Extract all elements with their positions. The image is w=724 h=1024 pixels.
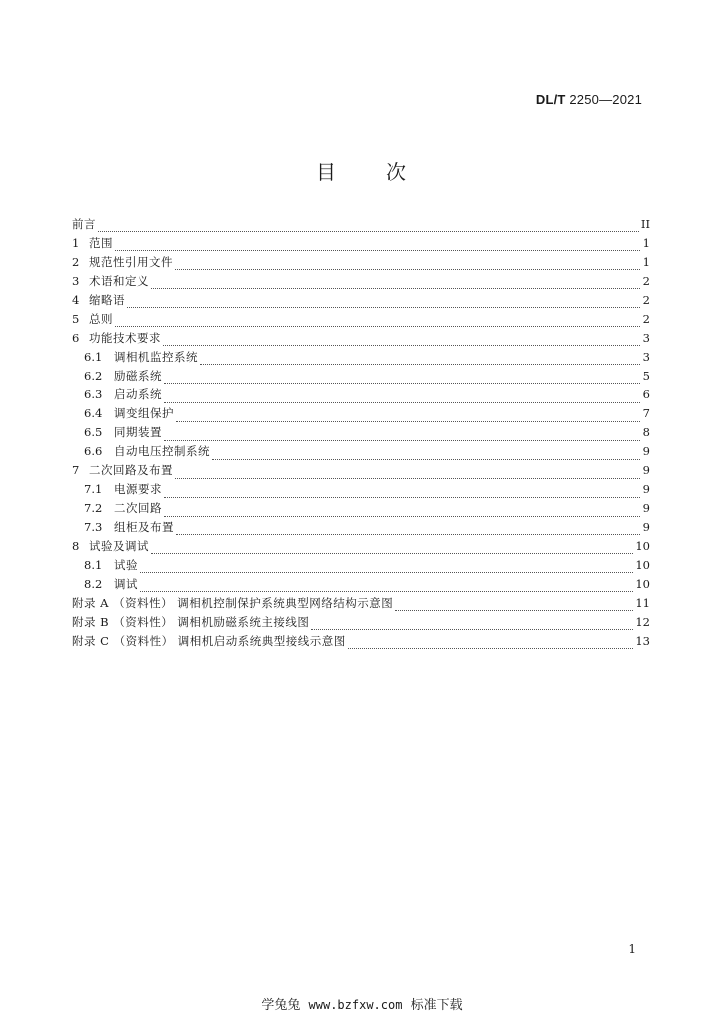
toc-leader-dots	[164, 507, 640, 517]
toc-entry-number: 7.2	[84, 501, 103, 516]
toc-leader-dots	[98, 222, 639, 232]
toc-entry[interactable]	[72, 519, 650, 538]
toc-entry-number: 6	[72, 330, 80, 345]
footer-url[interactable]: www.bzfxw.com	[308, 998, 403, 1012]
toc-leader-dots	[151, 279, 640, 289]
toc-entry-number: 8.1	[84, 557, 103, 572]
toc-leader-dots	[212, 450, 640, 460]
toc-leader-dots	[176, 525, 640, 535]
toc-entry-label: 二次回路及布置	[89, 463, 173, 478]
toc-entry-page: 6	[642, 387, 650, 402]
toc-entry-number: 6.3	[84, 387, 103, 402]
toc-entry[interactable]	[72, 216, 650, 235]
toc-entry[interactable]	[72, 614, 650, 633]
toc-entry[interactable]	[72, 254, 650, 273]
toc-entry[interactable]	[72, 349, 650, 368]
toc-leader-dots	[115, 241, 640, 251]
footer-watermark	[0, 994, 724, 1013]
toc-leader-dots	[127, 298, 640, 308]
toc-entry[interactable]	[72, 273, 650, 292]
toc-leader-dots	[115, 317, 640, 327]
toc-entry-page: 12	[635, 614, 650, 629]
toc-entry-page: 1	[642, 235, 650, 250]
toc-entry[interactable]	[72, 292, 650, 311]
toc-entry-page: 10	[635, 538, 650, 553]
toc-entry-page: 10	[635, 557, 650, 572]
toc-entry-label: 附录 C （资料性） 调相机启动系统典型接线示意图	[72, 633, 346, 648]
toc-entry[interactable]	[72, 538, 650, 557]
toc-entry-label: 总则	[89, 311, 113, 326]
toc-entry-page: 3	[642, 349, 650, 364]
toc-leader-dots	[175, 469, 640, 479]
toc-leader-dots	[151, 544, 633, 554]
toc-entry[interactable]	[72, 500, 650, 519]
toc-entry[interactable]	[72, 576, 650, 595]
toc-entry-number: 7.1	[84, 482, 103, 497]
toc-entry-page: 2	[642, 292, 650, 307]
toc-leader-dots	[164, 431, 640, 441]
toc-leader-dots	[164, 393, 640, 403]
toc-leader-dots	[200, 355, 640, 365]
toc-entry-page: 11	[635, 595, 650, 610]
toc-entry-number: 7	[72, 463, 80, 478]
toc-entry-label: 励磁系统	[114, 368, 162, 383]
toc-entry[interactable]	[72, 368, 650, 387]
toc-leader-dots	[140, 563, 633, 573]
footer-site-name: 学兔兔	[261, 998, 301, 1013]
toc-entry-page: 9	[642, 520, 650, 534]
table-of-contents	[72, 216, 650, 652]
toc-entry-page: 2	[642, 311, 650, 326]
toc-leader-dots	[164, 488, 640, 498]
toc-entry-number: 6.1	[84, 349, 103, 364]
toc-entry-number: 5	[72, 311, 80, 326]
toc-entry-page: 10	[635, 576, 650, 591]
toc-entry[interactable]	[72, 424, 650, 443]
toc-entry-number: 1	[72, 235, 80, 250]
toc-leader-dots	[348, 639, 634, 649]
toc-entry-label: 调相机监控系统	[114, 349, 198, 364]
toc-leader-dots	[395, 601, 633, 611]
toc-entry-page: 9	[642, 463, 650, 478]
toc-entry[interactable]	[72, 557, 650, 576]
toc-entry-number: 4	[72, 292, 80, 307]
toc-entry-number: 3	[72, 273, 80, 288]
toc-entry-number: 7.3	[84, 520, 103, 534]
toc-entry[interactable]	[72, 462, 650, 481]
toc-entry-page: 9	[642, 482, 650, 497]
footer-tagline: 标准下载	[410, 998, 463, 1013]
toc-entry[interactable]	[72, 311, 650, 330]
toc-entry-label: 二次回路	[114, 501, 162, 516]
toc-entry-page: 7	[642, 406, 650, 421]
toc-entry[interactable]	[72, 405, 650, 424]
toc-leader-dots	[176, 412, 640, 422]
toc-entry-label: 调变组保护	[114, 406, 174, 421]
document-code-number: 2250—2021	[569, 92, 642, 107]
toc-title-char-2: 次	[386, 160, 408, 184]
toc-entry-page: 13	[635, 633, 650, 648]
toc-entry-label: 电源要求	[114, 482, 162, 497]
toc-entry-number: 6.5	[84, 425, 103, 440]
toc-entry-page: 5	[642, 368, 650, 383]
toc-entry-label: 术语和定义	[89, 273, 149, 288]
toc-entry-label: 组柜及布置	[114, 520, 174, 534]
toc-entry[interactable]	[72, 386, 650, 405]
toc-title-char-1: 目	[316, 160, 338, 184]
toc-entry-label: 规范性引用文件	[89, 254, 173, 269]
toc-entry-number: 8	[72, 538, 80, 553]
toc-entry-page: II	[640, 217, 650, 231]
toc-entry[interactable]	[72, 633, 650, 652]
toc-entry[interactable]	[72, 595, 650, 614]
document-code	[536, 92, 642, 107]
toc-title	[0, 156, 724, 185]
document-code-prefix: DL/T	[535, 92, 566, 107]
toc-entry-label: 自动电压控制系统	[114, 444, 210, 459]
toc-entry-number: 2	[72, 254, 80, 269]
toc-entry-page: 8	[642, 425, 650, 440]
toc-entry-label: 范围	[89, 235, 113, 250]
toc-entry-page: 9	[642, 444, 650, 459]
toc-leader-dots	[164, 374, 640, 384]
toc-entry-label: 启动系统	[114, 387, 162, 402]
toc-entry-page: 3	[642, 330, 650, 345]
toc-entry-label: 调试	[114, 576, 138, 591]
toc-leader-dots	[311, 620, 633, 630]
toc-entry-number: 8.2	[84, 576, 103, 591]
toc-entry-label: 功能技术要求	[89, 330, 161, 345]
toc-entry-page: 2	[642, 273, 650, 288]
toc-entry-label: 前言	[72, 217, 96, 231]
toc-entry-number: 6.4	[84, 406, 103, 421]
page-number: 1	[628, 942, 636, 956]
toc-entry-label: 试验及调试	[89, 538, 149, 553]
toc-leader-dots	[163, 336, 640, 346]
toc-entry-page: 1	[642, 254, 650, 269]
toc-entry-number: 6.6	[84, 444, 103, 459]
toc-entry[interactable]	[72, 330, 650, 349]
toc-entry-label: 同期装置	[114, 425, 162, 440]
toc-leader-dots	[175, 260, 640, 270]
toc-entry[interactable]	[72, 235, 650, 254]
toc-entry-label: 附录 A （资料性） 调相机控制保护系统典型网络结构示意图	[72, 595, 394, 610]
toc-entry-label: 缩略语	[89, 292, 125, 307]
toc-entry-number: 6.2	[84, 368, 103, 383]
toc-entry-page: 9	[642, 501, 650, 516]
toc-entry[interactable]	[72, 443, 650, 462]
toc-entry[interactable]	[72, 481, 650, 500]
toc-entry-label: 试验	[114, 557, 138, 572]
toc-entry-label: 附录 B （资料性） 调相机励磁系统主接线图	[72, 614, 310, 629]
toc-leader-dots	[140, 582, 633, 592]
